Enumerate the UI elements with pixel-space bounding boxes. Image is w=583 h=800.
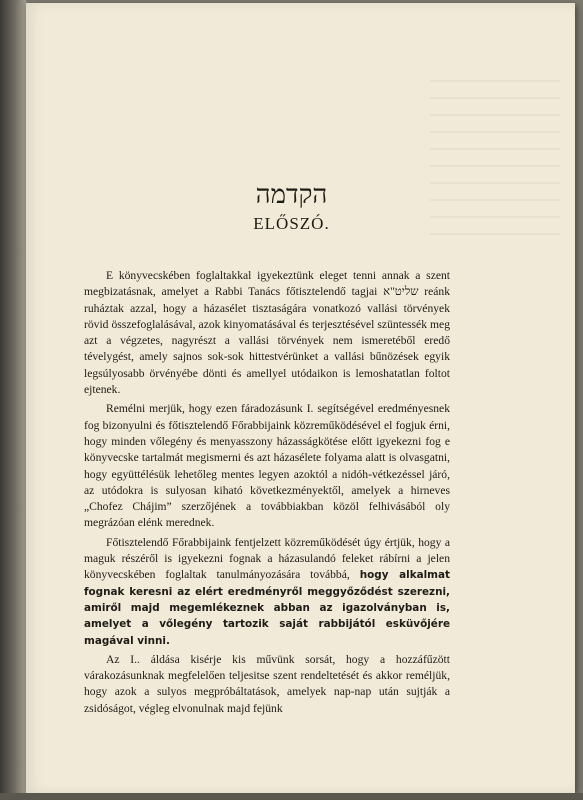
paragraph-3-bold-text: hogy alkalmat fognak keresni az elért eredményről meggyőződést szerezni, amiről majd megemlékeznek abban az igazolványban is, amelyet a vőlegény tartozik saját rabbijától esküvőjére magával vinni. (84, 569, 450, 647)
page-bottom-edge (0, 793, 583, 800)
paragraph-1 (84, 268, 450, 398)
paragraph-4-text: Az I.. áldása kisérje kis művünk sorsát, hogy a hozzáfűzött várakozásunknak megfelelően teljesitse szent rendeltetését és akkor reméljük, hogy azok a sulyos megpróbáltatások, amelyek nap-nap után sujtják a zsidóságot, végleg elvonulnak majd fejünk (84, 652, 450, 715)
paragraph-2 (84, 401, 450, 531)
paragraph-3-text: Főtisztelendő Főrabbijaink fentjelzett közreműködését úgy értjük, hogy a maguk részéről is igyekezni fognak a házasulandó feleket rábírni a jelen könyvecskében foglaltak tanulmányozására továbbá, (84, 535, 450, 582)
paragraph-4 (84, 652, 450, 717)
paragraph-2-text: Remélni merjük, hogy ezen fáradozásunk I. segítségével eredményesnek fog bizonyulni és főtisztelendő Főrabbijaink közreműködésével el fogjuk érni, hogy minden vőlegény és menyasszony házasságkötése előtt igyekezni fog e könyvecske tartalmát megismerni és azt házasélete folyama alatt is olvasgatni, hogy együttélésük lehetőleg mentes legyen azoktól a nidóh-vétkezéssel járó, az utódokra is sulyosan kiható következményektől, amelyek a hirneves „Chofez Chájim” szerzőjének a továbbiakban közöl felhivásából oly megrázóan elénk merednek. (84, 402, 450, 530)
paragraph-3 (84, 535, 450, 649)
paragraph-1-text: E könyvecskében foglaltakkal igyekeztünk eleget tenni annak a szent megbizatásnak, amelyet a Rabbi Tanács főtisztelendő tagjai שליט"א reánk ruháztak azzal, hogy a házasélet tisztaságára vonatkozó vallási törvények rövid összefoglalásával, azok kinyomatásával és terjesztésével szüntessék meg azt a végzetes, nagyrészt a vallási törvények nem ismeretéből eredő tévelygést, amely sajnos sok-sok hittestvérünket a vallási bűnözések egyik legsúlyosabb örvényébe dönti és amellyel utódaikon is lemoshatatlan foltot ejtenek. (84, 269, 450, 397)
foreword-body (84, 268, 450, 720)
page-title: ELŐSZÓ. (253, 214, 330, 233)
hebrew-heading: הקדמה (255, 180, 328, 210)
book-spine (0, 0, 26, 800)
